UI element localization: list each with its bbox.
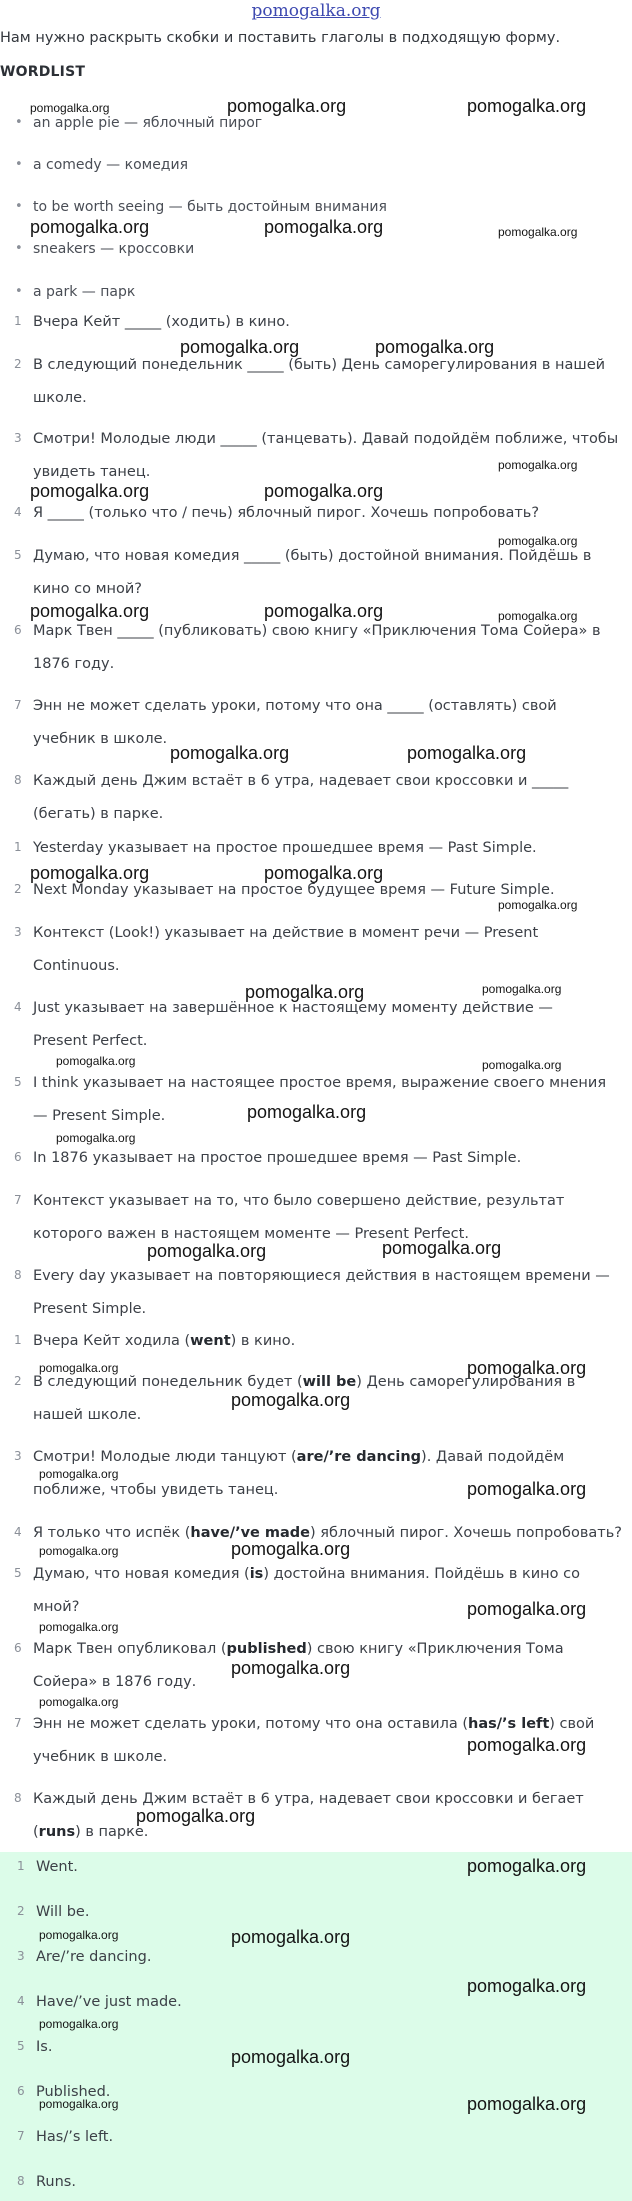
watermark: pomogalka.org xyxy=(147,1241,267,1261)
watermark: pomogalka.org xyxy=(39,2097,119,2111)
watermark: pomogalka.org xyxy=(482,982,562,996)
watermark: pomogalka.org xyxy=(467,1735,587,1755)
watermark: pomogalka.org xyxy=(231,1539,351,1559)
watermark: pomogalka.org xyxy=(227,96,347,116)
bullet-icon: • xyxy=(15,241,23,256)
watermark: pomogalka.org xyxy=(30,481,150,501)
watermark: pomogalka.org xyxy=(170,743,290,763)
watermark: pomogalka.org xyxy=(136,1806,256,1826)
watermark: pomogalka.org xyxy=(498,458,578,472)
watermark: pomogalka.org xyxy=(39,1361,119,1375)
watermark: pomogalka.org xyxy=(39,1544,119,1558)
bullet-icon: • xyxy=(15,199,23,214)
watermark: pomogalka.org xyxy=(30,101,110,115)
bullet-icon: • xyxy=(15,157,23,172)
watermark: pomogalka.org xyxy=(30,601,150,621)
watermark: pomogalka.org xyxy=(39,1620,119,1634)
watermark: pomogalka.org xyxy=(264,481,384,501)
watermark: pomogalka.org xyxy=(375,337,495,357)
watermark: pomogalka.org xyxy=(498,225,578,239)
watermark: pomogalka.org xyxy=(467,1856,587,1876)
watermark: pomogalka.org xyxy=(264,863,384,883)
wordlist-heading: WORDLIST xyxy=(0,64,86,80)
site-title[interactable]: pomogalka.org xyxy=(251,1,381,21)
watermark: pomogalka.org xyxy=(264,217,384,237)
watermark: pomogalka.org xyxy=(382,1238,502,1258)
watermark: pomogalka.org xyxy=(245,982,365,1002)
watermark: pomogalka.org xyxy=(498,534,578,548)
watermark: pomogalka.org xyxy=(407,743,527,763)
watermark: pomogalka.org xyxy=(467,96,587,116)
watermark: pomogalka.org xyxy=(264,601,384,621)
watermark: pomogalka.org xyxy=(482,1058,562,1072)
watermark: pomogalka.org xyxy=(231,2047,351,2067)
watermark: pomogalka.org xyxy=(231,1390,351,1410)
watermark: pomogalka.org xyxy=(467,1599,587,1619)
bullet-icon: • xyxy=(15,115,23,130)
watermark: pomogalka.org xyxy=(498,609,578,623)
watermark: pomogalka.org xyxy=(231,1927,351,1947)
bullet-icon: • xyxy=(15,284,23,299)
watermark: pomogalka.org xyxy=(467,2094,587,2114)
watermark: pomogalka.org xyxy=(498,898,578,912)
watermark: pomogalka.org xyxy=(56,1131,136,1145)
watermark: pomogalka.org xyxy=(39,1928,119,1942)
watermark: pomogalka.org xyxy=(467,1976,587,1996)
watermark: pomogalka.org xyxy=(231,1658,351,1678)
watermark: pomogalka.org xyxy=(30,217,150,237)
watermark: pomogalka.org xyxy=(467,1358,587,1378)
watermark: pomogalka.org xyxy=(56,1054,136,1068)
watermark: pomogalka.org xyxy=(39,1467,119,1481)
watermark: pomogalka.org xyxy=(39,2017,119,2031)
task-instruction: Нам нужно раскрыть скобки и поставить глаголы в подходящую форму. xyxy=(0,30,561,46)
watermark: pomogalka.org xyxy=(30,863,150,883)
watermark: pomogalka.org xyxy=(247,1102,367,1122)
watermark: pomogalka.org xyxy=(39,1695,119,1709)
watermark: pomogalka.org xyxy=(180,337,300,357)
watermark: pomogalka.org xyxy=(467,1479,587,1499)
